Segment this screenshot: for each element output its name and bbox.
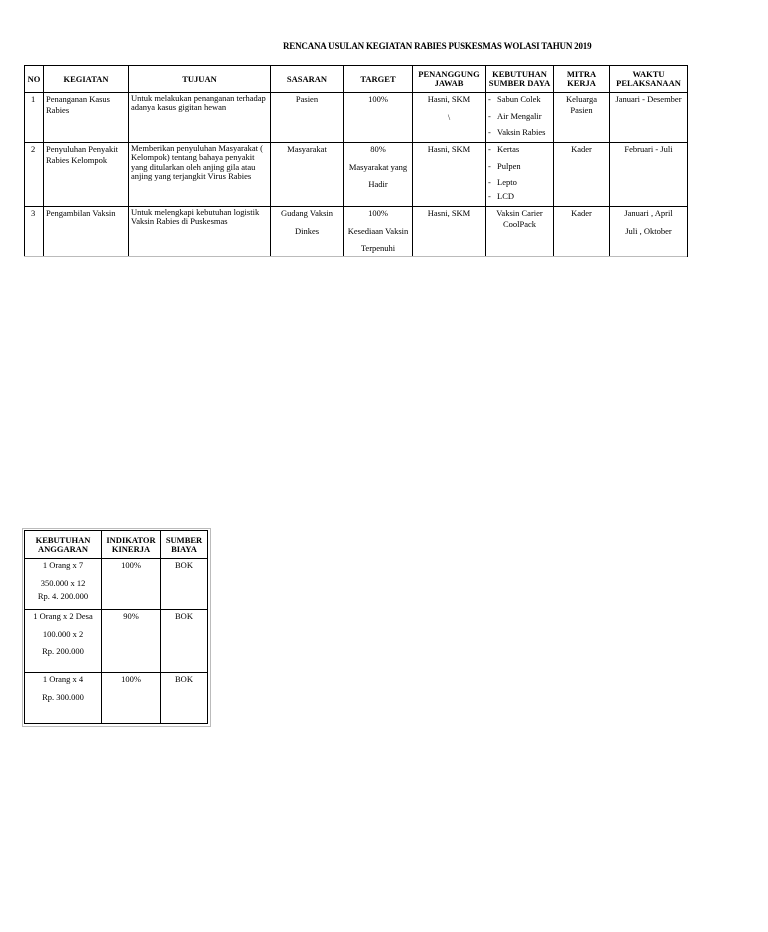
cell-sumber: BOK [161, 559, 208, 610]
anggaran-line: 1 Orang x 7 [42, 560, 84, 570]
cell-target [344, 143, 413, 207]
header-no: NO [25, 66, 44, 93]
target-desc: Terpenuhi [360, 243, 396, 254]
anggaran-line: 350.000 x 12 [40, 577, 86, 588]
pj-name: Hasni, SKM [427, 94, 471, 104]
activity-plan-table [24, 65, 688, 257]
cell-sumber: BOK [161, 673, 208, 724]
header-penanggung-jawab: PENANGGUNG JAWAB [413, 66, 486, 93]
table-row [25, 610, 208, 673]
cell-indikator: 90% [102, 610, 161, 673]
anggaran-total: Rp. 300.000 [42, 691, 84, 702]
sasaran-line: Dinkes [294, 225, 320, 236]
target-desc: Masyarakat yang [348, 161, 408, 172]
header-kebutuhan-anggaran: KEBUTUHAN ANGGARAN [25, 531, 102, 559]
header-waktu-pelaksanaan: WAKTU PELAKSANAAN [610, 66, 688, 93]
anggaran-line: 100.000 x 2 [42, 628, 84, 639]
header-sumber-biaya: SUMBER BIAYA [161, 531, 208, 559]
header-mitra-kerja: MITRA KERJA [554, 66, 610, 93]
pj-name: Hasni, SKM [427, 144, 471, 154]
cell-waktu [610, 143, 688, 207]
resource-item: - Lepto [488, 177, 551, 188]
table-row [25, 207, 688, 257]
cell-indikator: 100% [102, 673, 161, 724]
budget-table [24, 530, 208, 724]
table-header-row [25, 531, 208, 559]
header-kegiatan: KEGIATAN [44, 66, 129, 93]
cell-kebutuhan-sumber-daya [486, 93, 554, 143]
cell-anggaran [25, 559, 102, 610]
target-value: 80% [370, 144, 386, 154]
resource-item: - Air Mengalir [488, 111, 551, 122]
sasaran-line: Gudang Vaksin [280, 208, 334, 218]
document-title: RENCANA USULAN KEGIATAN RABIES PUSKESMAS WOLASI TAHUN 2019 [283, 41, 592, 51]
table-row [25, 93, 688, 143]
header-target: TARGET [344, 66, 413, 93]
cell-kegiatan: Penanganan Kasus Rabies [44, 93, 129, 143]
cell-tujuan: Untuk melengkapi kebutuhan logistik Vaksin Rabies di Puskesmas [129, 207, 271, 257]
header-sasaran: SASARAN [271, 66, 344, 93]
cell-kebutuhan-sumber-daya [486, 143, 554, 207]
cell-mitra-kerja: Kader [554, 143, 610, 207]
table-header-row [25, 66, 688, 93]
anggaran-line: 1 Orang x 4 [42, 674, 84, 684]
cell-no: 2 [25, 143, 44, 207]
cell-target [344, 93, 413, 143]
target-value: 100% [368, 208, 388, 218]
target-value: 100% [368, 94, 388, 104]
cell-indikator: 100% [102, 559, 161, 610]
header-tujuan: TUJUAN [129, 66, 271, 93]
cell-penanggung-jawab [413, 207, 486, 257]
cell-anggaran [25, 610, 102, 673]
cell-mitra-kerja: Kader [554, 207, 610, 257]
cell-anggaran [25, 673, 102, 724]
cell-sasaran: Pasien [271, 93, 344, 143]
resource-item: - LCD [488, 191, 551, 202]
resource-item: - Vaksin Rabies [488, 127, 551, 138]
anggaran-total: Rp. 200.000 [42, 646, 84, 657]
table-row [25, 143, 688, 207]
table-row [25, 673, 208, 724]
waktu-value: Februari - Juli [624, 144, 673, 154]
cell-kegiatan: Pengambilan Vaksin [44, 207, 129, 257]
resource-item: - Kertas [488, 144, 551, 155]
table-row [25, 559, 208, 610]
anggaran-total: Rp. 4. 200.000 [37, 591, 89, 602]
cell-sumber: BOK [161, 610, 208, 673]
cell-no: 1 [25, 93, 44, 143]
resource-item: - Sabun Colek [488, 94, 551, 105]
cell-kebutuhan-sumber-daya: Vaksin Carier CoolPack [486, 207, 554, 257]
cell-tujuan: Memberikan penyuluhan Masyarakat ( Kelompok) tentang bahaya penyakit yang ditularkan oleh anjing gila atau anjing yang terjangkit Virus Rabies [129, 143, 271, 207]
cell-penanggung-jawab [413, 93, 486, 143]
cell-sasaran [271, 207, 344, 257]
cell-waktu [610, 207, 688, 257]
waktu-value: Januari - Desember [615, 94, 682, 104]
cell-mitra-kerja: Keluarga Pasien [554, 93, 610, 143]
pj-name: Hasni, SKM [427, 208, 471, 218]
header-kebutuhan-sumber-daya: KEBUTUHAN SUMBER DAYA [486, 66, 554, 93]
waktu-value: Juli , Oktober [625, 225, 672, 236]
cell-penanggung-jawab [413, 143, 486, 207]
target-desc: Kesediaan Vaksin [347, 225, 409, 236]
target-desc: Hadir [368, 179, 388, 190]
table-bottom-rule [24, 256, 687, 257]
cell-kegiatan: Penyuluhan Penyakit Rabies Kelompok [44, 143, 129, 207]
anggaran-line: 1 Orang x 2 Desa [33, 611, 93, 621]
cell-no: 3 [25, 207, 44, 257]
resource-item: - Pulpen [488, 161, 551, 172]
pj-mark: \ [447, 111, 451, 122]
waktu-value: Januari , April [624, 208, 673, 218]
header-indikator-kinerja: INDIKATOR KINERJA [102, 531, 161, 559]
cell-tujuan: Untuk melakukan penanganan terhadap adanya kasus gigitan hewan [129, 93, 271, 143]
cell-sasaran: Masyarakat [271, 143, 344, 207]
cell-waktu [610, 93, 688, 143]
cell-target [344, 207, 413, 257]
